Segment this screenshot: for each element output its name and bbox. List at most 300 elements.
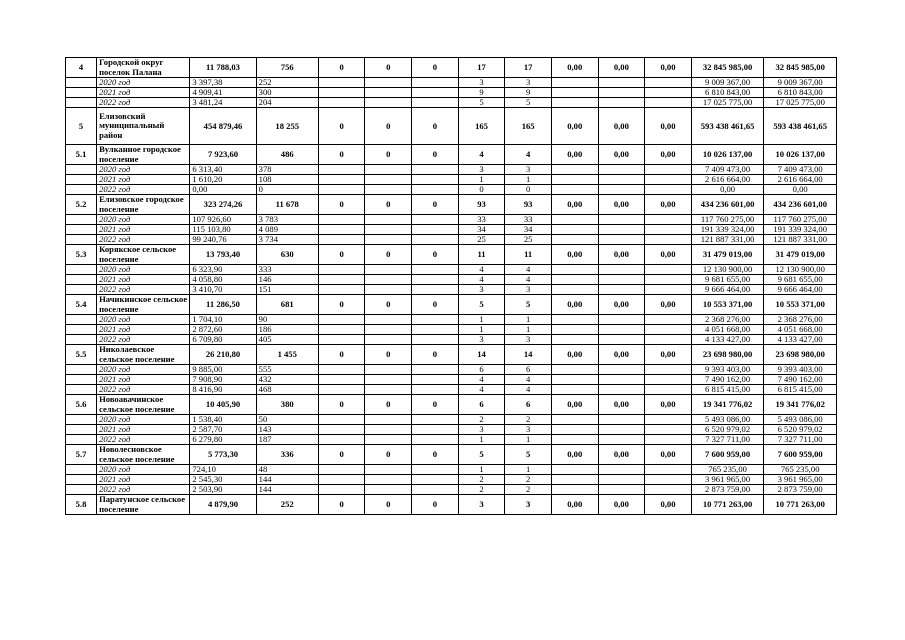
value-cell — [551, 425, 598, 435]
value-cell: 4 — [505, 385, 552, 395]
value-cell: 6 815 415,00 — [691, 385, 764, 395]
value-cell — [318, 88, 365, 98]
value-cell: 11 286,50 — [190, 295, 256, 315]
value-cell: 4 133 427,00 — [764, 335, 837, 345]
value-cell: 0,00 — [551, 295, 598, 315]
value-cell — [365, 98, 412, 108]
value-cell: 5 — [458, 445, 505, 465]
table-row-year — [66, 285, 837, 295]
value-cell — [551, 475, 598, 485]
value-cell — [645, 215, 692, 225]
value-cell: 0,00 — [551, 245, 598, 265]
value-cell — [551, 375, 598, 385]
row-number-cell — [66, 375, 97, 385]
value-cell: 1 — [505, 175, 552, 185]
table-row-year — [66, 265, 837, 275]
value-cell: 0 — [412, 495, 459, 515]
value-cell — [318, 415, 365, 425]
value-cell — [598, 415, 645, 425]
value-cell: 0,00 — [645, 58, 692, 78]
value-cell — [645, 265, 692, 275]
value-cell: 0 — [365, 445, 412, 465]
value-cell — [365, 185, 412, 195]
value-cell — [412, 225, 459, 235]
value-cell — [412, 385, 459, 395]
value-cell: 3 734 — [256, 235, 318, 245]
table-row-territory — [66, 108, 837, 145]
value-cell: 0,00 — [190, 185, 256, 195]
value-cell: 10 553 371,00 — [691, 295, 764, 315]
value-cell — [318, 185, 365, 195]
table-row-territory — [66, 495, 837, 515]
value-cell: 1 — [505, 435, 552, 445]
value-cell: 25 — [458, 235, 505, 245]
value-cell: 186 — [256, 325, 318, 335]
value-cell — [551, 185, 598, 195]
value-cell: 0 — [412, 345, 459, 365]
value-cell — [412, 275, 459, 285]
value-cell — [412, 98, 459, 108]
value-cell: 6 — [505, 395, 552, 415]
value-cell: 191 339 324,00 — [691, 225, 764, 235]
value-cell: 117 760 275,00 — [691, 215, 764, 225]
value-cell: 5 — [458, 295, 505, 315]
value-cell: 7 409 473,00 — [691, 165, 764, 175]
value-cell: 0,00 — [645, 195, 692, 215]
value-cell — [318, 225, 365, 235]
row-number-cell — [66, 88, 97, 98]
value-cell: 32 845 985,00 — [691, 58, 764, 78]
value-cell — [318, 385, 365, 395]
table-row-territory — [66, 245, 837, 265]
value-cell: 19 341 776,02 — [764, 395, 837, 415]
value-cell: 3 — [505, 285, 552, 295]
value-cell — [598, 315, 645, 325]
value-cell: 4 051 668,00 — [691, 325, 764, 335]
table-row-year — [66, 335, 837, 345]
value-cell: 0,00 — [598, 295, 645, 315]
value-cell: 9 009 367,00 — [691, 78, 764, 88]
value-cell: 3 — [505, 78, 552, 88]
value-cell — [645, 275, 692, 285]
value-cell — [598, 98, 645, 108]
value-cell: 9 393 403,00 — [764, 365, 837, 375]
value-cell — [412, 175, 459, 185]
value-cell — [598, 365, 645, 375]
value-cell: 756 — [256, 58, 318, 78]
value-cell: 25 — [505, 235, 552, 245]
value-cell — [318, 435, 365, 445]
value-cell: 333 — [256, 265, 318, 275]
value-cell: 50 — [256, 415, 318, 425]
value-cell — [412, 485, 459, 495]
value-cell: 4 909,41 — [190, 88, 256, 98]
value-cell — [318, 175, 365, 185]
value-cell: 8 416,90 — [190, 385, 256, 395]
value-cell: 2 872,60 — [190, 325, 256, 335]
value-cell: 4 — [505, 265, 552, 275]
value-cell — [318, 375, 365, 385]
value-cell: 6 313,40 — [190, 165, 256, 175]
table-row-year — [66, 235, 837, 245]
value-cell — [598, 215, 645, 225]
value-cell: 0 — [318, 58, 365, 78]
value-cell — [318, 78, 365, 88]
value-cell: 4 133 427,00 — [691, 335, 764, 345]
value-cell — [551, 415, 598, 425]
value-cell — [365, 435, 412, 445]
value-cell: 10 771 263,00 — [691, 495, 764, 515]
value-cell: 7 923,60 — [190, 145, 256, 165]
value-cell: 5 — [458, 98, 505, 108]
value-cell: 681 — [256, 295, 318, 315]
value-cell: 2 368 276,00 — [691, 315, 764, 325]
value-cell: 0 — [505, 185, 552, 195]
row-number-cell — [66, 325, 97, 335]
table-row-territory — [66, 58, 837, 78]
value-cell — [365, 335, 412, 345]
year-cell: 2021 год — [97, 225, 190, 235]
table-row-year — [66, 375, 837, 385]
value-cell: 34 — [505, 225, 552, 235]
value-cell: 0 — [318, 145, 365, 165]
territory-name-cell: Елизовский муниципальный район — [97, 108, 190, 145]
value-cell — [318, 425, 365, 435]
value-cell — [598, 285, 645, 295]
value-cell: 2 616 664,00 — [691, 175, 764, 185]
value-cell — [412, 315, 459, 325]
value-cell: 0 — [412, 245, 459, 265]
value-cell — [645, 185, 692, 195]
value-cell: 0,00 — [645, 145, 692, 165]
table-row-year — [66, 475, 837, 485]
value-cell: 454 879,46 — [190, 108, 256, 145]
year-cell: 2022 год — [97, 98, 190, 108]
value-cell — [598, 325, 645, 335]
value-cell — [365, 285, 412, 295]
value-cell: 3 — [505, 495, 552, 515]
row-number-cell — [66, 365, 97, 375]
value-cell — [365, 225, 412, 235]
value-cell — [412, 165, 459, 175]
year-cell: 2022 год — [97, 485, 190, 495]
value-cell — [551, 78, 598, 88]
value-cell — [645, 475, 692, 485]
value-cell: 93 — [505, 195, 552, 215]
row-number-cell — [66, 315, 97, 325]
year-cell: 2020 год — [97, 465, 190, 475]
table-row-year — [66, 365, 837, 375]
value-cell: 432 — [256, 375, 318, 385]
value-cell — [551, 365, 598, 375]
value-cell — [645, 175, 692, 185]
table-row-year — [66, 225, 837, 235]
row-number-cell — [66, 475, 97, 485]
value-cell — [645, 425, 692, 435]
value-cell: 33 — [458, 215, 505, 225]
value-cell: 0,00 — [598, 495, 645, 515]
value-cell — [318, 165, 365, 175]
table-row-year — [66, 78, 837, 88]
value-cell: 5 — [505, 445, 552, 465]
value-cell: 252 — [256, 78, 318, 88]
value-cell: 3 961 965,00 — [691, 475, 764, 485]
table-row-year — [66, 88, 837, 98]
value-cell: 0 — [318, 345, 365, 365]
value-cell: 2 616 664,00 — [764, 175, 837, 185]
value-cell: 0 — [412, 58, 459, 78]
value-cell: 11 788,03 — [190, 58, 256, 78]
value-cell: 4 — [458, 265, 505, 275]
value-cell: 3 410,70 — [190, 285, 256, 295]
territory-name-cell: Николаевское сельское поселение — [97, 345, 190, 365]
value-cell: 2 503,90 — [190, 485, 256, 495]
value-cell: 765 235,00 — [764, 465, 837, 475]
value-cell: 0 — [412, 108, 459, 145]
value-cell: 204 — [256, 98, 318, 108]
value-cell — [645, 235, 692, 245]
row-number-cell: 5.8 — [66, 495, 97, 515]
value-cell — [412, 88, 459, 98]
value-cell: 0 — [365, 145, 412, 165]
value-cell: 1 538,40 — [190, 415, 256, 425]
value-cell — [551, 165, 598, 175]
value-cell — [412, 235, 459, 245]
value-cell: 9 — [458, 88, 505, 98]
value-cell: 34 — [458, 225, 505, 235]
value-cell — [365, 315, 412, 325]
value-cell: 4 — [458, 385, 505, 395]
value-cell — [318, 475, 365, 485]
value-cell — [598, 425, 645, 435]
value-cell: 1 — [458, 465, 505, 475]
value-cell: 0,00 — [598, 245, 645, 265]
value-cell: 6 520 979,02 — [691, 425, 764, 435]
value-cell: 23 698 980,00 — [764, 345, 837, 365]
value-cell: 4 051 668,00 — [764, 325, 837, 335]
value-cell: 7 490 162,00 — [691, 375, 764, 385]
value-cell — [318, 215, 365, 225]
value-cell — [645, 325, 692, 335]
value-cell: 0,00 — [551, 395, 598, 415]
value-cell — [318, 365, 365, 375]
value-cell — [598, 185, 645, 195]
value-cell: 2 873 759,00 — [764, 485, 837, 495]
value-cell: 48 — [256, 465, 318, 475]
value-cell — [598, 335, 645, 345]
table-row-year — [66, 165, 837, 175]
value-cell: 0,00 — [645, 445, 692, 465]
row-number-cell — [66, 415, 97, 425]
value-cell: 3 — [505, 425, 552, 435]
value-cell: 0 — [318, 395, 365, 415]
value-cell — [365, 235, 412, 245]
value-cell: 405 — [256, 335, 318, 345]
value-cell: 7 490 162,00 — [764, 375, 837, 385]
value-cell: 0 — [318, 195, 365, 215]
value-cell: 6 815 415,00 — [764, 385, 837, 395]
value-cell — [365, 415, 412, 425]
value-cell: 3 — [458, 495, 505, 515]
value-cell: 23 698 980,00 — [691, 345, 764, 365]
table-row-year — [66, 485, 837, 495]
value-cell: 336 — [256, 445, 318, 465]
value-cell — [318, 465, 365, 475]
value-cell: 468 — [256, 385, 318, 395]
row-number-cell — [66, 235, 97, 245]
value-cell — [551, 98, 598, 108]
row-number-cell — [66, 98, 97, 108]
value-cell: 1 704,10 — [190, 315, 256, 325]
value-cell: 0,00 — [598, 395, 645, 415]
value-cell: 115 103,80 — [190, 225, 256, 235]
territory-name-cell: Корякское сельское поселение — [97, 245, 190, 265]
year-cell: 2021 год — [97, 175, 190, 185]
table-row-year — [66, 315, 837, 325]
year-cell: 2020 год — [97, 365, 190, 375]
value-cell: 165 — [458, 108, 505, 145]
table-row-year — [66, 98, 837, 108]
territory-name-cell: Паратунское сельское поселение — [97, 495, 190, 515]
value-cell: 5 773,30 — [190, 445, 256, 465]
value-cell: 1 — [505, 465, 552, 475]
year-cell: 2020 год — [97, 215, 190, 225]
data-table — [65, 57, 837, 515]
value-cell — [412, 78, 459, 88]
value-cell — [598, 475, 645, 485]
value-cell: 0 — [458, 185, 505, 195]
value-cell: 6 520 979,02 — [764, 425, 837, 435]
value-cell: 0,00 — [551, 495, 598, 515]
value-cell: 9 — [505, 88, 552, 98]
value-cell: 0 — [412, 295, 459, 315]
value-cell: 31 479 019,00 — [764, 245, 837, 265]
row-number-cell — [66, 185, 97, 195]
value-cell: 31 479 019,00 — [691, 245, 764, 265]
value-cell — [365, 175, 412, 185]
value-cell: 7 600 959,00 — [764, 445, 837, 465]
value-cell — [598, 435, 645, 445]
value-cell: 2 545,30 — [190, 475, 256, 485]
value-cell — [412, 475, 459, 485]
value-cell — [598, 275, 645, 285]
value-cell: 11 — [505, 245, 552, 265]
value-cell: 380 — [256, 395, 318, 415]
year-cell: 2020 год — [97, 165, 190, 175]
value-cell — [645, 335, 692, 345]
value-cell: 6 810 843,00 — [691, 88, 764, 98]
value-cell: 0 — [318, 495, 365, 515]
value-cell: 7 600 959,00 — [691, 445, 764, 465]
value-cell — [318, 98, 365, 108]
territory-name-cell: Вулканное городское поселение — [97, 145, 190, 165]
value-cell: 0 — [412, 195, 459, 215]
value-cell: 0 — [412, 395, 459, 415]
table-row-year — [66, 435, 837, 445]
value-cell — [551, 315, 598, 325]
value-cell: 2 587,70 — [190, 425, 256, 435]
value-cell — [645, 365, 692, 375]
value-cell: 6 709,80 — [190, 335, 256, 345]
value-cell: 555 — [256, 365, 318, 375]
value-cell — [598, 175, 645, 185]
value-cell: 4 089 — [256, 225, 318, 235]
value-cell: 0 — [256, 185, 318, 195]
value-cell: 5 493 086,00 — [764, 415, 837, 425]
value-cell: 4 — [505, 275, 552, 285]
table-row-territory — [66, 395, 837, 415]
value-cell — [318, 485, 365, 495]
value-cell: 165 — [505, 108, 552, 145]
value-cell: 4 — [505, 375, 552, 385]
value-cell — [412, 425, 459, 435]
year-cell: 2022 год — [97, 335, 190, 345]
value-cell: 0,00 — [598, 195, 645, 215]
value-cell: 0,00 — [645, 245, 692, 265]
value-cell: 17 — [505, 58, 552, 78]
value-cell: 6 323,90 — [190, 265, 256, 275]
value-cell: 0 — [365, 395, 412, 415]
value-cell: 187 — [256, 435, 318, 445]
table-row-territory — [66, 445, 837, 465]
value-cell — [412, 185, 459, 195]
value-cell — [318, 265, 365, 275]
value-cell — [318, 325, 365, 335]
value-cell: 10 026 137,00 — [691, 145, 764, 165]
year-cell: 2021 год — [97, 275, 190, 285]
value-cell: 0 — [318, 445, 365, 465]
value-cell: 90 — [256, 315, 318, 325]
value-cell: 9 885,00 — [190, 365, 256, 375]
table-row-territory — [66, 295, 837, 315]
value-cell: 3 397,38 — [190, 78, 256, 88]
value-cell: 0,00 — [598, 345, 645, 365]
value-cell: 300 — [256, 88, 318, 98]
value-cell: 6 — [505, 365, 552, 375]
value-cell — [645, 98, 692, 108]
value-cell — [412, 415, 459, 425]
value-cell: 12 130 900,00 — [764, 265, 837, 275]
value-cell: 0 — [365, 195, 412, 215]
territory-name-cell: Елизовское городское поселение — [97, 195, 190, 215]
row-number-cell: 5.5 — [66, 345, 97, 365]
value-cell: 0 — [318, 295, 365, 315]
value-cell — [598, 485, 645, 495]
value-cell: 323 274,26 — [190, 195, 256, 215]
value-cell: 0,00 — [551, 108, 598, 145]
value-cell — [598, 88, 645, 98]
value-cell: 1 — [505, 325, 552, 335]
value-cell — [318, 275, 365, 285]
row-number-cell — [66, 265, 97, 275]
value-cell: 0 — [412, 145, 459, 165]
row-number-cell: 5.3 — [66, 245, 97, 265]
value-cell — [598, 235, 645, 245]
value-cell: 1 — [505, 315, 552, 325]
value-cell — [645, 165, 692, 175]
value-cell: 630 — [256, 245, 318, 265]
value-cell: 3 783 — [256, 215, 318, 225]
value-cell: 4 058,80 — [190, 275, 256, 285]
value-cell: 5 493 086,00 — [691, 415, 764, 425]
value-cell: 486 — [256, 145, 318, 165]
value-cell: 9 393 403,00 — [691, 365, 764, 375]
value-cell — [598, 78, 645, 88]
row-number-cell — [66, 165, 97, 175]
row-number-cell — [66, 385, 97, 395]
value-cell: 0,00 — [645, 395, 692, 415]
value-cell: 0 — [365, 295, 412, 315]
